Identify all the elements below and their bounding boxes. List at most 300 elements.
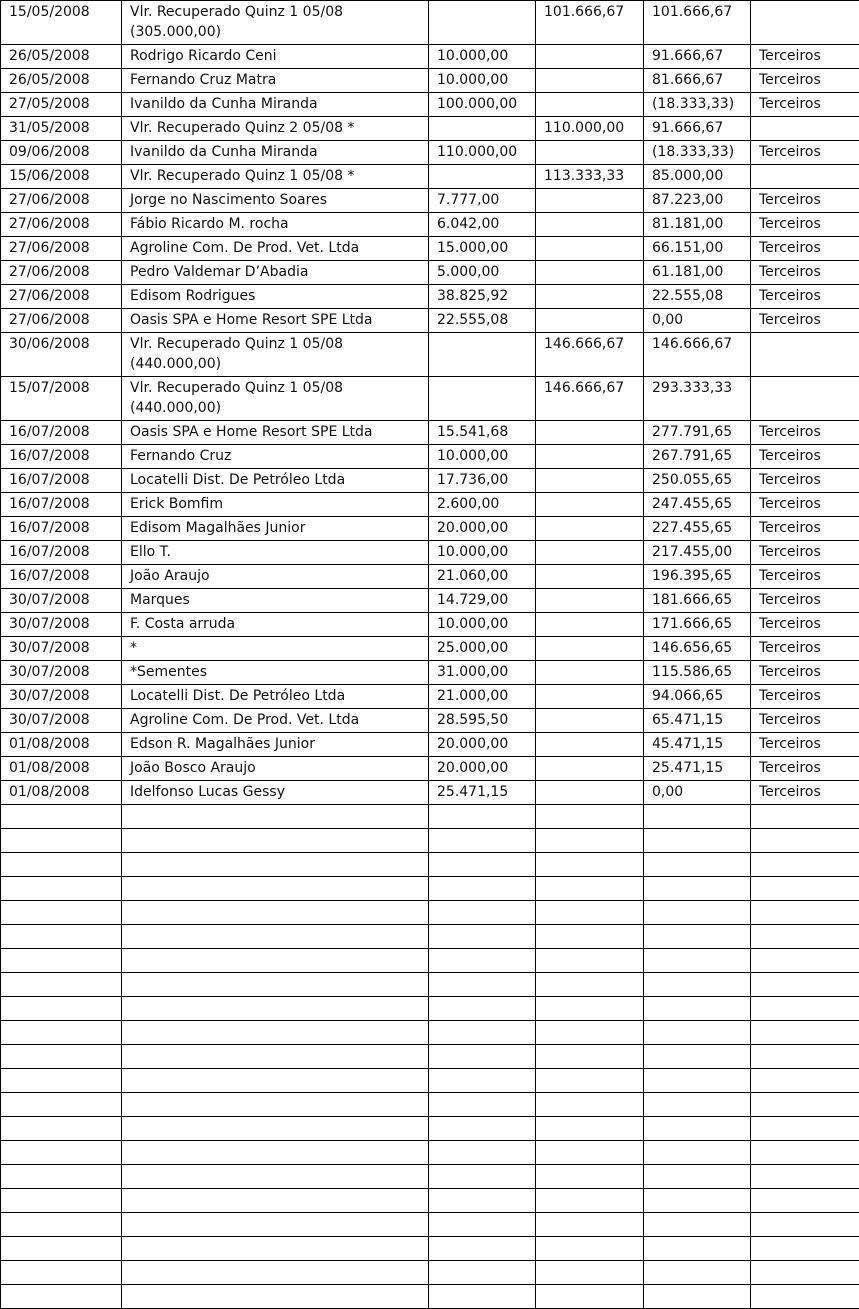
description-cell: Ello T. [122,541,429,565]
date-cell: 27/06/2008 [1,237,122,261]
debit-cell: 21.000,00 [429,685,536,709]
debit-cell: 20.000,00 [429,733,536,757]
date-cell: 16/07/2008 [1,421,122,445]
empty-balance-cell [644,997,751,1021]
debit-cell [429,117,536,141]
empty-balance-cell [644,1069,751,1093]
debit-cell: 110.000,00 [429,141,536,165]
credit-cell [536,309,644,333]
balance-cell: 227.455,65 [644,517,751,541]
balance-cell: 66.151,00 [644,237,751,261]
description-cell: Marques [122,589,429,613]
balance-cell: (18.333,33) [644,141,751,165]
debit-cell: 17.736,00 [429,469,536,493]
date-cell: 01/08/2008 [1,781,122,805]
empty-row [1,805,859,829]
date-cell: 31/05/2008 [1,117,122,141]
description-cell: Edisom Rodrigues [122,285,429,309]
empty-balance-cell [644,949,751,973]
empty-description-cell [122,949,429,973]
empty-date-cell [1,853,122,877]
description-cell: Locatelli Dist. De Petróleo Ltda [122,469,429,493]
debit-cell: 28.595,50 [429,709,536,733]
date-cell: 15/06/2008 [1,165,122,189]
debit-cell: 31.000,00 [429,661,536,685]
type-cell: Terceiros [751,541,859,565]
empty-credit-cell [536,1165,644,1189]
balance-cell: 94.066,65 [644,685,751,709]
empty-credit-cell [536,829,644,853]
type-cell [751,377,859,421]
empty-row [1,1141,859,1165]
type-cell: Terceiros [751,421,859,445]
credit-cell [536,261,644,285]
type-cell: Terceiros [751,45,859,69]
empty-date-cell [1,949,122,973]
credit-cell [536,589,644,613]
balance-cell: 115.586,65 [644,661,751,685]
empty-description-cell [122,901,429,925]
debit-cell: 2.600,00 [429,493,536,517]
empty-row [1,1069,859,1093]
debit-cell [429,165,536,189]
type-cell: Terceiros [751,189,859,213]
credit-cell: 110.000,00 [536,117,644,141]
empty-row [1,1117,859,1141]
type-cell: Terceiros [751,781,859,805]
date-cell: 15/07/2008 [1,377,122,421]
balance-cell: 91.666,67 [644,45,751,69]
balance-cell: 0,00 [644,309,751,333]
credit-cell [536,709,644,733]
date-cell: 30/07/2008 [1,661,122,685]
empty-type-cell [751,901,859,925]
credit-cell [536,237,644,261]
empty-balance-cell [644,1045,751,1069]
empty-debit-cell [429,1045,536,1069]
empty-description-cell [122,1021,429,1045]
type-cell: Terceiros [751,469,859,493]
empty-credit-cell [536,1093,644,1117]
debit-cell: 6.042,00 [429,213,536,237]
empty-date-cell [1,973,122,997]
description-cell: Ivanildo da Cunha Miranda [122,141,429,165]
description-cell: * [122,637,429,661]
empty-date-cell [1,1117,122,1141]
credit-cell [536,733,644,757]
date-cell: 16/07/2008 [1,445,122,469]
balance-cell: 65.471,15 [644,709,751,733]
balance-cell: 85.000,00 [644,165,751,189]
empty-type-cell [751,1069,859,1093]
empty-debit-cell [429,853,536,877]
date-cell: 26/05/2008 [1,69,122,93]
empty-balance-cell [644,1189,751,1213]
balance-cell: 146.656,65 [644,637,751,661]
balance-cell: 0,00 [644,781,751,805]
type-cell: Terceiros [751,69,859,93]
empty-credit-cell [536,1189,644,1213]
credit-cell: 101.666,67 [536,1,644,45]
date-cell: 16/07/2008 [1,541,122,565]
debit-cell: 10.000,00 [429,445,536,469]
type-cell: Terceiros [751,661,859,685]
empty-balance-cell [644,829,751,853]
date-cell: 27/06/2008 [1,189,122,213]
empty-debit-cell [429,829,536,853]
balance-cell: 91.666,67 [644,117,751,141]
balance-cell: 277.791,65 [644,421,751,445]
type-cell [751,333,859,377]
debit-cell: 21.060,00 [429,565,536,589]
balance-cell: 250.055,65 [644,469,751,493]
date-cell: 30/06/2008 [1,333,122,377]
table-row [1,69,859,93]
empty-balance-cell [644,1285,751,1309]
empty-debit-cell [429,877,536,901]
date-cell: 30/07/2008 [1,709,122,733]
empty-type-cell [751,1285,859,1309]
empty-type-cell [751,1141,859,1165]
empty-balance-cell [644,973,751,997]
description-cell: João Bosco Araujo [122,757,429,781]
empty-balance-cell [644,805,751,829]
empty-balance-cell [644,1117,751,1141]
empty-balance-cell [644,925,751,949]
empty-description-cell [122,1141,429,1165]
balance-cell: 81.666,67 [644,69,751,93]
type-cell: Terceiros [751,309,859,333]
description-cell: Idelfonso Lucas Gessy [122,781,429,805]
empty-balance-cell [644,901,751,925]
table-row [1,261,859,285]
debit-cell: 10.000,00 [429,541,536,565]
empty-date-cell [1,1237,122,1261]
table-row [1,1,859,45]
empty-row [1,1189,859,1213]
description-cell: Vlr. Recuperado Quinz 1 05/08 (440.000,00) [122,377,429,421]
debit-cell: 25.471,15 [429,781,536,805]
table-row [1,733,859,757]
table-row [1,493,859,517]
empty-row [1,877,859,901]
empty-credit-cell [536,901,644,925]
empty-balance-cell [644,1021,751,1045]
empty-description-cell [122,1165,429,1189]
type-cell: Terceiros [751,445,859,469]
table-row [1,45,859,69]
debit-cell [429,377,536,421]
description-cell: Vlr. Recuperado Quinz 2 05/08 * [122,117,429,141]
debit-cell: 100.000,00 [429,93,536,117]
description-cell: F. Costa arruda [122,613,429,637]
empty-row [1,1093,859,1117]
type-cell: Terceiros [751,589,859,613]
empty-description-cell [122,1285,429,1309]
table-row [1,637,859,661]
balance-cell: 267.791,65 [644,445,751,469]
empty-credit-cell [536,1261,644,1285]
empty-date-cell [1,997,122,1021]
description-cell: Rodrigo Ricardo Ceni [122,45,429,69]
empty-date-cell [1,1285,122,1309]
table-row [1,757,859,781]
credit-cell [536,517,644,541]
empty-date-cell [1,805,122,829]
table-row [1,469,859,493]
date-cell: 01/08/2008 [1,757,122,781]
date-cell: 16/07/2008 [1,493,122,517]
credit-cell [536,69,644,93]
date-cell: 16/07/2008 [1,517,122,541]
type-cell: Terceiros [751,213,859,237]
empty-description-cell [122,973,429,997]
empty-description-cell [122,1261,429,1285]
empty-credit-cell [536,853,644,877]
balance-cell: (18.333,33) [644,93,751,117]
credit-cell: 146.666,67 [536,333,644,377]
empty-description-cell [122,1093,429,1117]
debit-cell: 10.000,00 [429,45,536,69]
empty-type-cell [751,877,859,901]
empty-debit-cell [429,973,536,997]
empty-debit-cell [429,1141,536,1165]
description-cell: Ivanildo da Cunha Miranda [122,93,429,117]
empty-row [1,925,859,949]
date-cell: 27/06/2008 [1,285,122,309]
empty-description-cell [122,805,429,829]
date-cell: 27/06/2008 [1,213,122,237]
empty-debit-cell [429,1117,536,1141]
date-cell: 30/07/2008 [1,613,122,637]
credit-cell: 146.666,67 [536,377,644,421]
balance-cell: 247.455,65 [644,493,751,517]
empty-date-cell [1,925,122,949]
empty-description-cell [122,853,429,877]
type-cell: Terceiros [751,237,859,261]
empty-type-cell [751,1189,859,1213]
empty-credit-cell [536,949,644,973]
credit-cell [536,661,644,685]
type-cell: Terceiros [751,757,859,781]
table-row [1,141,859,165]
debit-cell [429,333,536,377]
balance-cell: 217.455,00 [644,541,751,565]
empty-date-cell [1,1141,122,1165]
empty-row [1,1021,859,1045]
empty-debit-cell [429,1069,536,1093]
description-cell: Agroline Com. De Prod. Vet. Ltda [122,709,429,733]
balance-cell: 146.666,67 [644,333,751,377]
credit-cell [536,189,644,213]
credit-cell [536,469,644,493]
table-row [1,189,859,213]
empty-credit-cell [536,1213,644,1237]
credit-cell [536,637,644,661]
debit-cell: 7.777,00 [429,189,536,213]
empty-credit-cell [536,1117,644,1141]
empty-balance-cell [644,1237,751,1261]
credit-cell [536,613,644,637]
empty-debit-cell [429,1021,536,1045]
table-row [1,517,859,541]
debit-cell: 14.729,00 [429,589,536,613]
empty-row [1,829,859,853]
balance-cell: 45.471,15 [644,733,751,757]
empty-date-cell [1,1261,122,1285]
balance-cell: 171.666,65 [644,613,751,637]
table-row [1,333,859,377]
description-cell: Agroline Com. De Prod. Vet. Ltda [122,237,429,261]
table-row [1,93,859,117]
credit-cell [536,141,644,165]
debit-cell: 10.000,00 [429,613,536,637]
table-row [1,589,859,613]
date-cell: 16/07/2008 [1,565,122,589]
empty-description-cell [122,925,429,949]
date-cell: 27/05/2008 [1,93,122,117]
empty-type-cell [751,997,859,1021]
credit-cell [536,685,644,709]
date-cell: 09/06/2008 [1,141,122,165]
date-cell: 30/07/2008 [1,637,122,661]
ledger-body [1,1,859,1309]
credit-cell [536,213,644,237]
empty-credit-cell [536,1021,644,1045]
empty-date-cell [1,1213,122,1237]
balance-cell: 25.471,15 [644,757,751,781]
empty-date-cell [1,829,122,853]
empty-type-cell [751,853,859,877]
empty-type-cell [751,1261,859,1285]
type-cell: Terceiros [751,685,859,709]
empty-row [1,1285,859,1309]
empty-description-cell [122,997,429,1021]
date-cell: 27/06/2008 [1,261,122,285]
credit-cell [536,541,644,565]
empty-type-cell [751,1165,859,1189]
empty-credit-cell [536,973,644,997]
empty-date-cell [1,1045,122,1069]
empty-balance-cell [644,853,751,877]
description-cell: Jorge no Nascimento Soares [122,189,429,213]
empty-credit-cell [536,997,644,1021]
type-cell: Terceiros [751,517,859,541]
empty-credit-cell [536,1285,644,1309]
date-cell: 30/07/2008 [1,685,122,709]
balance-cell: 181.666,65 [644,589,751,613]
debit-cell: 25.000,00 [429,637,536,661]
type-cell: Terceiros [751,565,859,589]
empty-debit-cell [429,1189,536,1213]
empty-description-cell [122,1237,429,1261]
description-cell: Oasis SPA e Home Resort SPE Ltda [122,309,429,333]
type-cell: Terceiros [751,141,859,165]
empty-credit-cell [536,1141,644,1165]
table-row [1,709,859,733]
debit-cell: 5.000,00 [429,261,536,285]
credit-cell [536,93,644,117]
empty-row [1,1045,859,1069]
empty-credit-cell [536,925,644,949]
empty-debit-cell [429,1213,536,1237]
balance-cell: 61.181,00 [644,261,751,285]
description-cell: Vlr. Recuperado Quinz 1 05/08 (440.000,00) [122,333,429,377]
empty-type-cell [751,925,859,949]
empty-balance-cell [644,1261,751,1285]
empty-credit-cell [536,1045,644,1069]
empty-balance-cell [644,1165,751,1189]
date-cell: 26/05/2008 [1,45,122,69]
description-cell: Vlr. Recuperado Quinz 1 05/08 * [122,165,429,189]
balance-cell: 101.666,67 [644,1,751,45]
type-cell [751,117,859,141]
type-cell [751,1,859,45]
debit-cell: 15.000,00 [429,237,536,261]
table-row [1,213,859,237]
empty-type-cell [751,949,859,973]
empty-row [1,1237,859,1261]
empty-description-cell [122,1045,429,1069]
type-cell: Terceiros [751,613,859,637]
empty-debit-cell [429,1165,536,1189]
description-cell: Oasis SPA e Home Resort SPE Ltda [122,421,429,445]
description-cell: Fábio Ricardo M. rocha [122,213,429,237]
credit-cell [536,781,644,805]
credit-cell [536,445,644,469]
table-row [1,661,859,685]
description-cell: Edson R. Magalhães Junior [122,733,429,757]
description-cell: *Sementes [122,661,429,685]
description-cell: Pedro Valdemar D’Abadia [122,261,429,285]
debit-cell [429,1,536,45]
description-cell: João Araujo [122,565,429,589]
empty-debit-cell [429,901,536,925]
empty-type-cell [751,805,859,829]
date-cell: 30/07/2008 [1,589,122,613]
empty-date-cell [1,1165,122,1189]
table-row [1,565,859,589]
empty-row [1,1165,859,1189]
empty-debit-cell [429,1093,536,1117]
empty-row [1,973,859,997]
type-cell: Terceiros [751,261,859,285]
empty-row [1,949,859,973]
balance-cell: 196.395,65 [644,565,751,589]
table-row [1,237,859,261]
description-cell: Fernando Cruz [122,445,429,469]
empty-type-cell [751,1117,859,1141]
empty-balance-cell [644,877,751,901]
empty-debit-cell [429,1261,536,1285]
credit-cell: 113.333,33 [536,165,644,189]
empty-description-cell [122,1069,429,1093]
debit-cell: 20.000,00 [429,757,536,781]
date-cell: 01/08/2008 [1,733,122,757]
credit-cell [536,285,644,309]
description-cell: Fernando Cruz Matra [122,69,429,93]
empty-row [1,1261,859,1285]
type-cell: Terceiros [751,733,859,757]
type-cell [751,165,859,189]
empty-debit-cell [429,925,536,949]
type-cell: Terceiros [751,709,859,733]
empty-debit-cell [429,1237,536,1261]
empty-description-cell [122,877,429,901]
description-cell: Vlr. Recuperado Quinz 1 05/08 (305.000,00) [122,1,429,45]
table-row [1,421,859,445]
table-row [1,781,859,805]
